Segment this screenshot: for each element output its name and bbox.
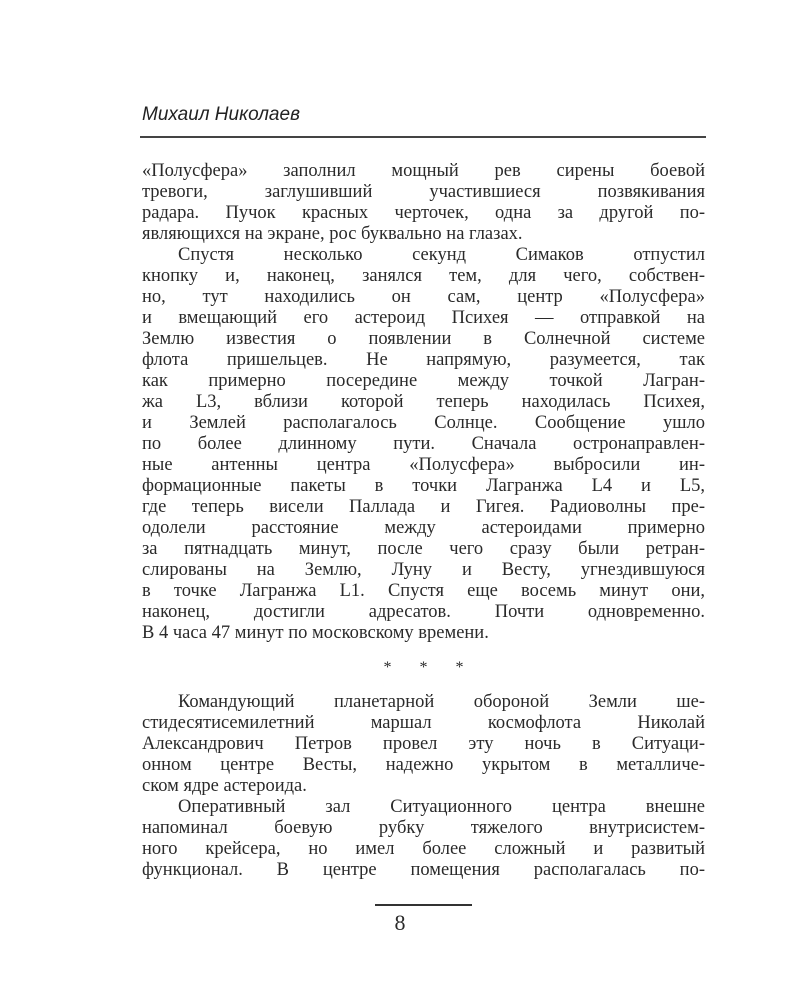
text-line: по более длинному пути. Сначала остронаправлен- [142,434,705,454]
text-line: В 4 часа 47 минут по московскому времени. [142,623,489,643]
text-line: тревоги, заглушивший участившиеся позвякивания [142,182,705,202]
header-rule [140,136,706,138]
text-line: ного крейсера, но имел более сложный и развитый [142,839,705,859]
text-line: как примерно посередине между точкой Лагран- [142,371,705,391]
text-line: и вмещающий его астероид Психея — отправкой на [142,308,705,328]
text-line: ные антенны центра «Полусфера» выбросили ин- [142,455,705,475]
page-number: 8 [394,910,406,935]
text-line: в точке Лагранжа L1. Спустя еще восемь минут они, [142,581,705,601]
text-line: слированы на Землю, Луну и Весту, угнездившуюся [142,560,705,580]
text-line: и Землей располагалось Солнце. Сообщение ушло [142,413,705,433]
running-head-author: Михаил Николаев [142,104,300,125]
paragraph [142,161,705,245]
paragraph [142,797,705,881]
text-line: напоминал боевую рубку тяжелого внутрисистем- [142,818,705,838]
text-line: Землю известия о появлении в Солнечной системе [142,329,705,349]
text-line: кнопку и, наконец, занялся тем, для чего, собствен- [142,266,705,286]
page-body [142,161,705,881]
text-line: жа L3, вблизи которой теперь находилась Психея, [142,392,705,412]
text-line: «Полусфера» заполнил мощный рев сирены боевой [142,161,705,181]
text-line: Оперативный зал Ситуационного центра внешне [178,797,705,817]
text-line: стидесятисемилетний маршал космофлота Николай [142,713,705,733]
section-separator: * * * [383,659,476,676]
footer-rule [375,904,472,906]
text-line: где теперь висели Паллада и Гигея. Радиоволны пре- [142,497,705,517]
text-line: формационные пакеты в точки Лагранжа L4 и L5, [142,476,705,496]
text-line: функционал. В центре помещения располагалась по- [142,860,705,880]
text-line: онном центре Весты, надежно укрытом в металличе- [142,755,705,775]
text-line: Александрович Петров провел эту ночь в Ситуаци- [142,734,705,754]
text-line: наконец, достигли адресатов. Почти одновременно. [142,602,705,622]
text-line: одолели расстояние между астероидами примерно [142,518,705,538]
text-line: Спустя несколько секунд Симаков отпустил [178,245,705,265]
text-line: радара. Пучок красных черточек, одна за другой по- [142,203,705,223]
text-line: ском ядре астероида. [142,776,307,796]
text-line: являющихся на экране, рос буквально на глазах. [142,224,523,244]
paragraph [142,245,705,644]
text-line: флота пришельцев. Не напрямую, разумеется, так [142,350,705,370]
paragraph [142,692,705,797]
text-line: но, тут находились он сам, центр «Полусфера» [142,287,705,307]
text-line: Командующий планетарной обороной Земли ше- [178,692,705,712]
text-line: за пятнадцать минут, после чего сразу были ретран- [142,539,705,559]
